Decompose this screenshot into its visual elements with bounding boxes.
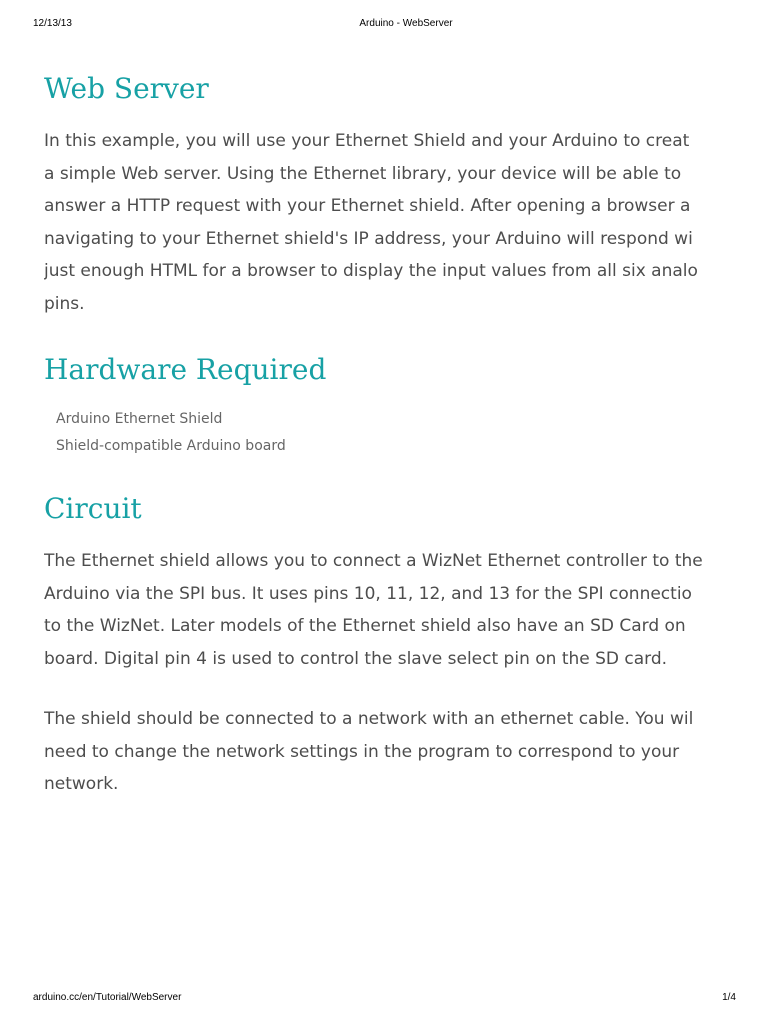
paragraph-line: pins. [44,293,85,314]
paragraph-line: need to change the network settings in the program to correspond to your [44,741,680,762]
page-number: 1/4 [722,992,736,1003]
intro-paragraph [44,125,698,321]
print-page-title: Arduino - WebServer [359,18,453,29]
paragraph-line: board. Digital pin 4 is used to control the slave select pin on the SD card. [44,648,668,669]
heading-web-server: Web Server [44,72,209,105]
print-footer [0,992,768,1008]
paragraph-line: Arduino via the SPI bus. It uses pins 10, 11, 12, and 13 for the SPI connectio [44,583,692,604]
paragraph-line: In this example, you will use your Ethernet Shield and your Arduino to creat [44,131,690,151]
paragraph-line: network. [44,774,119,795]
list-item: Shield-compatible Arduino board [56,438,286,454]
paragraph-line: navigating to your Ethernet shield's IP address, your Arduino will respond wi [44,228,693,249]
list-item: Arduino Ethernet Shield [56,411,223,427]
circuit-paragraph-2 [44,703,693,801]
print-url: arduino.cc/en/Tutorial/WebServer [33,992,182,1003]
article-content [44,0,768,990]
print-date: 12/13/13 [33,18,72,29]
hardware-list [56,406,286,460]
paragraph-line: to the WizNet. Later models of the Ethernet shield also have an SD Card on [44,616,686,637]
circuit-paragraph-1 [44,545,703,675]
paragraph-line: a simple Web server. Using the Ethernet library, your device will be able to [44,163,682,184]
heading-hardware-required: Hardware Required [44,353,327,386]
heading-circuit: Circuit [44,492,142,525]
paragraph-line: just enough HTML for a browser to display the input values from all six analo [44,261,698,282]
paragraph-line: The shield should be connected to a network with an ethernet cable. You wil [44,709,694,729]
paragraph-line: The Ethernet shield allows you to connect a WizNet Ethernet controller to the [44,551,703,571]
paragraph-line: answer a HTTP request with your Ethernet shield. After opening a browser a [44,196,691,217]
